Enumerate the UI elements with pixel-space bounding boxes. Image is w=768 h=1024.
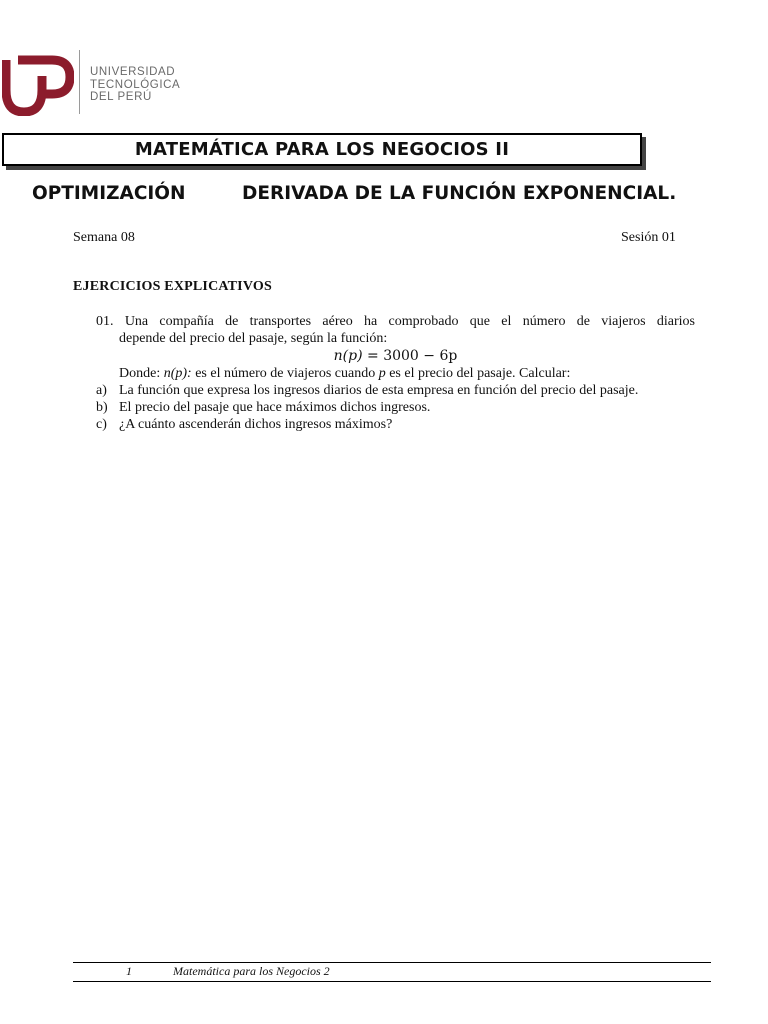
donde-suffix: es el precio del pasaje. Calcular:	[389, 366, 571, 381]
topic-right: DERIVADA DE LA FUNCIÓN EXPONENCIAL.	[242, 183, 677, 204]
exercise-01	[96, 313, 695, 382]
exercise-text-line-2: depende del precio del pasaje, según la función:	[119, 331, 388, 346]
page-footer	[73, 962, 711, 982]
donde-var: n(p):	[163, 366, 192, 381]
option-a	[96, 382, 638, 399]
donde-prefix: Donde:	[119, 366, 161, 381]
session-label: Sesión 01	[621, 230, 676, 245]
logo-line-1: UNIVERSIDAD	[90, 66, 176, 78]
exercise-text-line-1: Una compañía de transportes aéreo ha comprobado que el número de viajeros diarios	[124, 314, 696, 329]
option-text: El precio del pasaje que hace máximos dichos ingresos.	[119, 400, 431, 415]
option-c	[96, 416, 638, 433]
option-label: a)	[96, 383, 107, 398]
option-text: La función que expresa los ingresos diarios de esta empresa en función del precio del pasaje.	[119, 383, 639, 398]
formula-rhs: = 3000 − 6p	[367, 348, 458, 364]
option-b	[96, 399, 638, 416]
week-label: Semana 08	[73, 230, 135, 245]
formula	[96, 348, 695, 365]
section-title: EJERCICIOS EXPLICATIVOS	[73, 279, 272, 294]
donde-line	[96, 365, 695, 382]
option-text: ¿A cuánto ascenderán dichos ingresos máximos?	[119, 417, 393, 432]
logo-line-2: TECNOLÓGICA	[90, 78, 181, 91]
logo-text	[90, 66, 180, 104]
footer-text: Matemática para los Negocios 2	[173, 964, 330, 978]
page-number: 1	[126, 964, 132, 978]
course-title-text: MATEMÁTICA PARA LOS NEGOCIOS II	[134, 139, 510, 160]
formula-lhs: n(p)	[333, 348, 363, 364]
exercise-options	[96, 382, 638, 433]
option-label: c)	[96, 417, 107, 432]
topic-left: OPTIMIZACIÓN	[32, 183, 186, 204]
university-logo	[0, 50, 200, 116]
option-label: b)	[96, 400, 108, 415]
logo-divider	[79, 50, 80, 114]
exercise-number: 01.	[96, 314, 114, 329]
logo-line-3: DEL PERÚ	[90, 91, 152, 103]
donde-mid: es el número de viajeros cuando	[195, 366, 376, 381]
donde-p: p	[378, 366, 386, 381]
course-title-box	[2, 133, 642, 166]
topic-heading	[32, 183, 677, 204]
utp-logo-icon	[2, 50, 74, 116]
exercise-statement-line-1	[96, 313, 695, 330]
course-title	[4, 139, 640, 160]
